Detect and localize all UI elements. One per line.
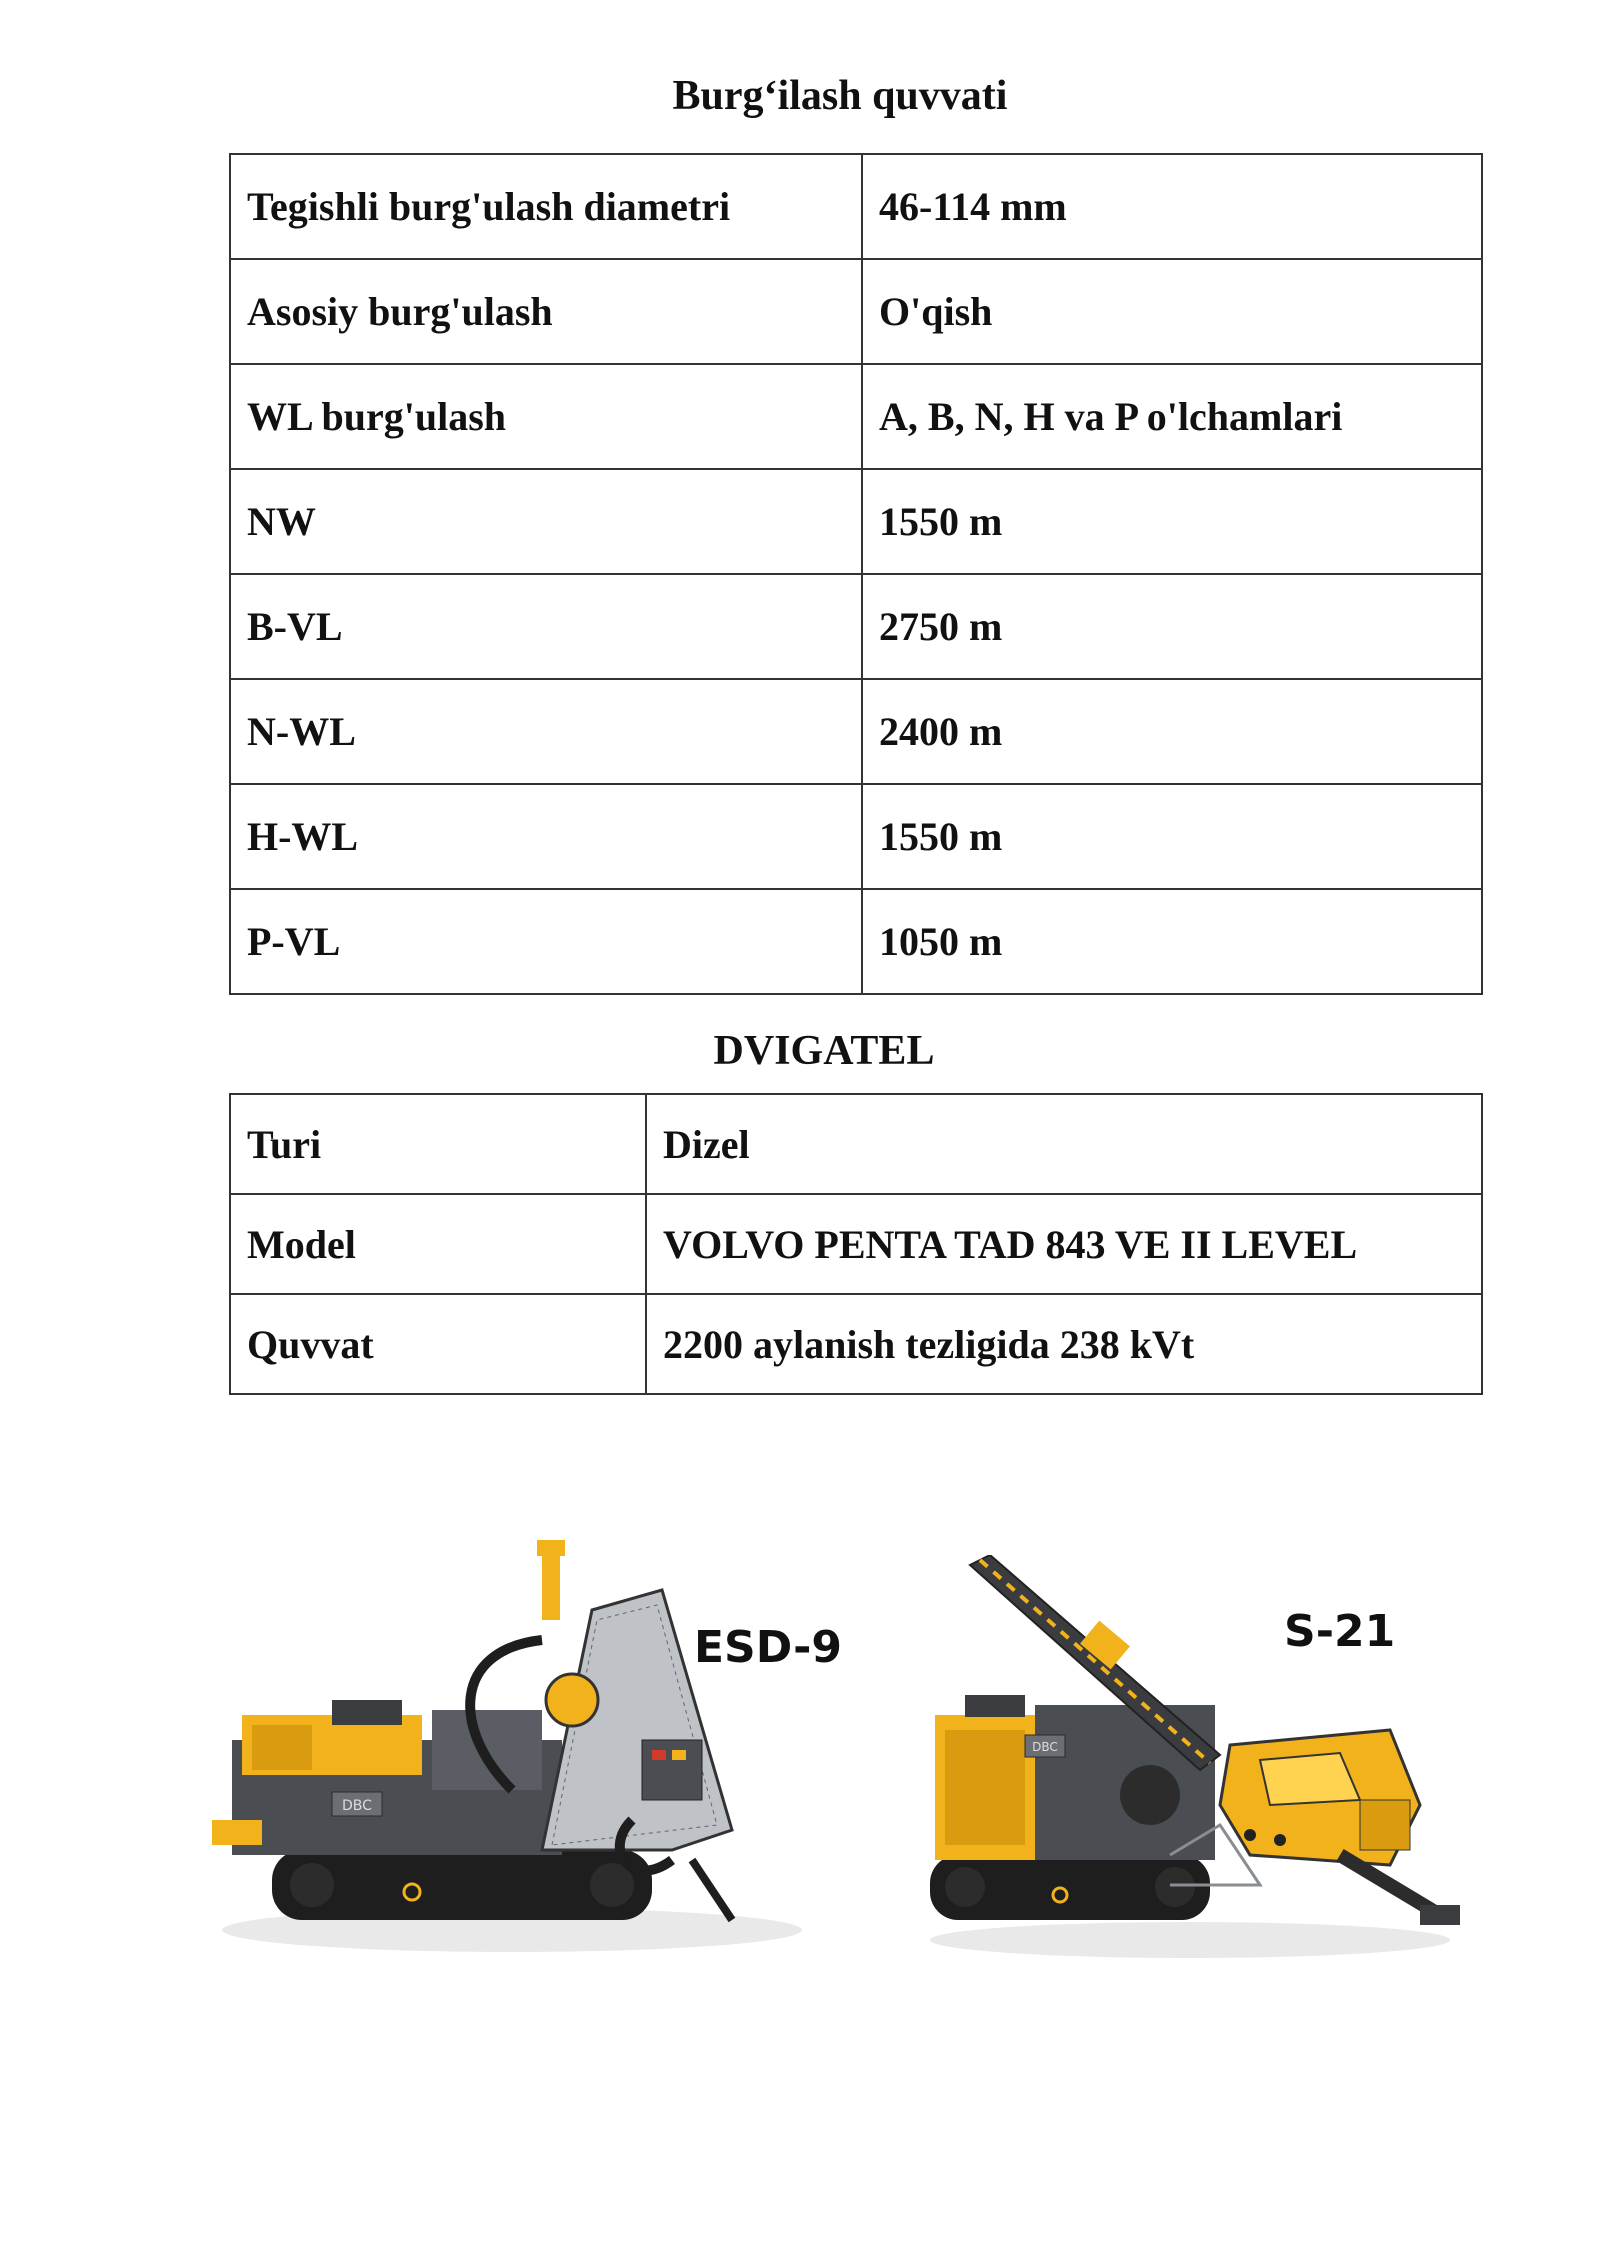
table-row — [230, 574, 1482, 679]
row-value: 2200 aylanish tezligida 238 kVt — [646, 1294, 1482, 1394]
row-value: 1050 m — [862, 889, 1482, 994]
row-value: 2750 m — [862, 574, 1482, 679]
row-label: N-WL — [230, 679, 862, 784]
engine-table — [229, 1093, 1483, 1395]
row-value: A, B, N, H va P o'lchamlari — [862, 364, 1482, 469]
table-row — [230, 889, 1482, 994]
table-row — [230, 679, 1482, 784]
row-value: 46-114 mm — [862, 154, 1482, 259]
row-label: B-VL — [230, 574, 862, 679]
table-row — [230, 784, 1482, 889]
row-value: 2400 m — [862, 679, 1482, 784]
row-value: 1550 m — [862, 469, 1482, 574]
drilling-capacity-table — [229, 153, 1483, 995]
s21-caption: S-21 — [1284, 1606, 1396, 1657]
row-value: O'qish — [862, 259, 1482, 364]
table-row — [230, 469, 1482, 574]
table-row — [230, 1194, 1482, 1294]
row-label: P-VL — [230, 889, 862, 994]
table-row — [230, 1294, 1482, 1394]
crawler-track — [272, 1850, 652, 1920]
esd9-drill-rig-image — [212, 1530, 852, 1970]
s21-drill-rig-image — [920, 1555, 1480, 1965]
table-row — [230, 364, 1482, 469]
row-label: H-WL — [230, 784, 862, 889]
table-row — [230, 154, 1482, 259]
chassis-body — [212, 1700, 562, 1855]
row-label: Tegishli burg'ulash diametri — [230, 154, 862, 259]
section-title-engine: DVIGATEL — [713, 1028, 935, 1074]
row-label: Model — [230, 1194, 646, 1294]
row-value: 1550 m — [862, 784, 1482, 889]
row-value: VOLVO PENTA TAD 843 VE II LEVEL — [646, 1194, 1482, 1294]
table-row — [230, 1094, 1482, 1194]
brand-mark: DBC — [1032, 1740, 1058, 1754]
row-label: WL burg'ulash — [230, 364, 862, 469]
table-row — [230, 259, 1482, 364]
row-label: NW — [230, 469, 862, 574]
row-label: Turi — [230, 1094, 646, 1194]
crawler-track — [930, 1855, 1210, 1920]
row-label: Quvvat — [230, 1294, 646, 1394]
esd9-caption: ESD-9 — [694, 1622, 842, 1673]
section-title-drilling-capacity: Burg‘ilash quvvati — [672, 73, 1008, 119]
row-label: Asosiy burg'ulash — [230, 259, 862, 364]
row-value: Dizel — [646, 1094, 1482, 1194]
brand-mark: DBC — [342, 1798, 372, 1814]
